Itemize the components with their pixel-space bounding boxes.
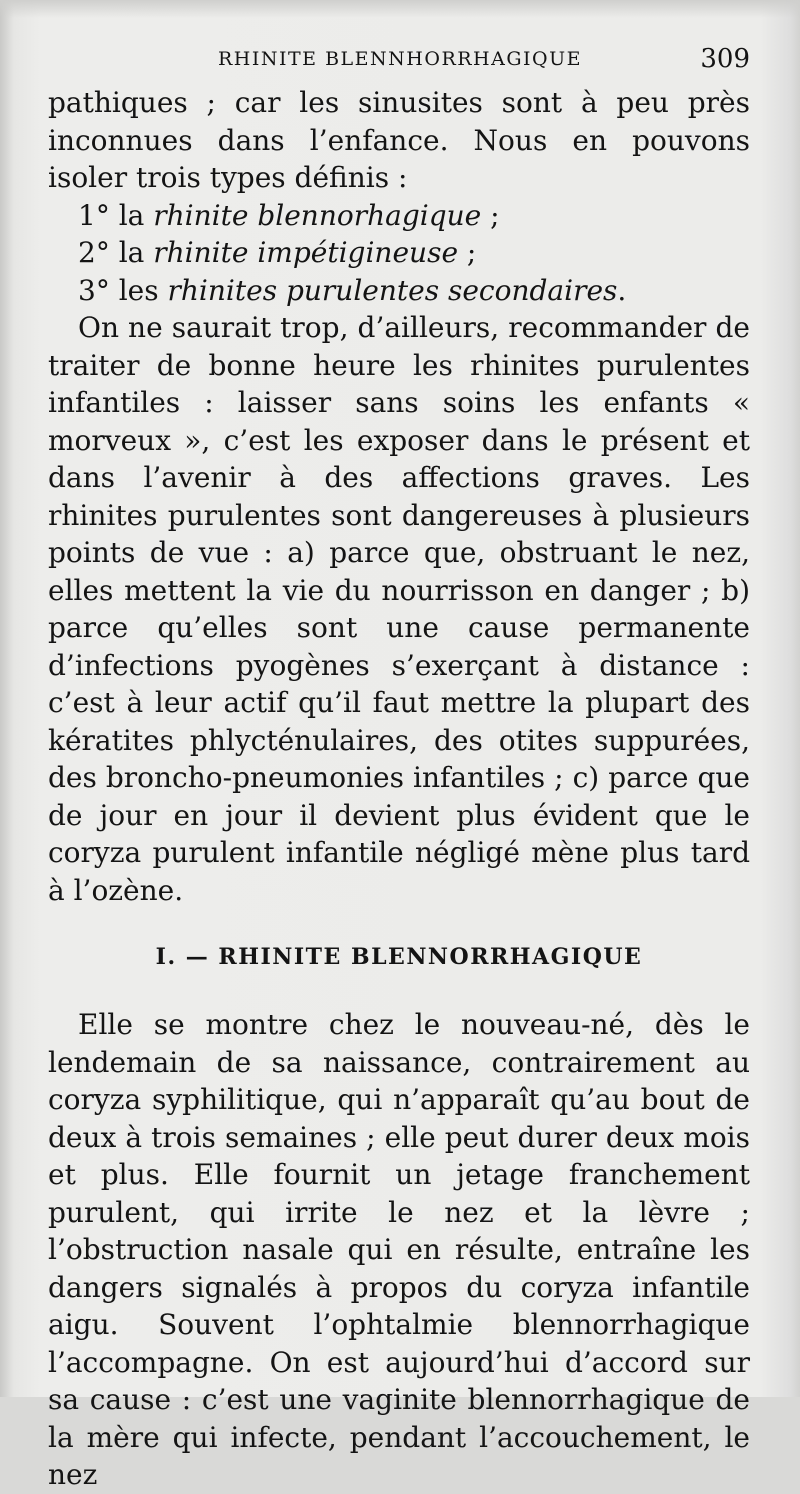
list-item-suffix: ; [458, 236, 477, 269]
list-item [78, 197, 750, 235]
body-text [48, 84, 750, 1494]
running-title: RHINITE BLENNHORRHAGIQUE [218, 48, 582, 70]
list-item-term: rhinites purulentes secondaires [167, 273, 618, 307]
list-item-suffix: . [617, 273, 627, 307]
list-item [78, 272, 750, 310]
list-item-prefix: 2° la [78, 236, 154, 269]
paragraph-description: Elle se montre chez le nouveau-né, dès le lendemain de sa naissance, contrairement au coryza syphilitique, qui n’apparaît qu’au bout de deux à trois semaines ; elle peut durer deux mois et plus. Elle fournit un jetage franchement purulent, qui irrite le nez et la lèvre ; l’obstruction nasale qui en résulte, entraîne les dangers signalés à propos du coryza infantile aigu. Souvent l’ophtalmie blennorrhagique l’accompagne. On est aujourd’hui d’accord sur sa cause : c’est une vaginite blennorrhagique de la mère qui infecte, pendant l’accouchement, le nez [48, 1008, 750, 1491]
page-number: 309 [700, 44, 750, 74]
list-item-term: rhinite blennorhagique [153, 198, 482, 232]
list-item-prefix: 3° les [78, 273, 168, 307]
running-head [50, 44, 750, 74]
paragraph-treatment: On ne saurait trop, d’ailleurs, recommander de traiter de bonne heure les rhinites purulentes infantiles : laisser sans soins les enfants « morveux », c’est les exposer dans le présent et dans l’avenir à des affections graves. Les rhinites purulentes sont dangereuses à plusieurs points de vue : a) parce que, obstruant le nez, elles mettent la vie du nourrisson en danger ; b) parce qu’elles sont une cause permanente d’infections pyogènes s’exerçant à distance : c’est à leur actif qu’il faut mettre la plupart des kératites phlycténulaires, des otites suppurées, des broncho-pneumonies infantiles ; c) parce que de jour en jour il devient plus évident que le coryza purulent infantile négligé mène plus tard à l’ozène. [48, 311, 750, 907]
list-item [78, 234, 750, 272]
intro-paragraph: pathiques ; car les sinusites sont à peu près inconnues dans l’enfance. Nous en pouvons isoler trois types définis : [48, 86, 750, 194]
section-heading: I. — RHINITE BLENNORRHAGIQUE [155, 944, 643, 970]
list-item-suffix: ; [481, 198, 500, 232]
list-item-prefix: 1° la [78, 198, 154, 232]
list-item-term: rhinite impétigineuse [153, 236, 459, 269]
